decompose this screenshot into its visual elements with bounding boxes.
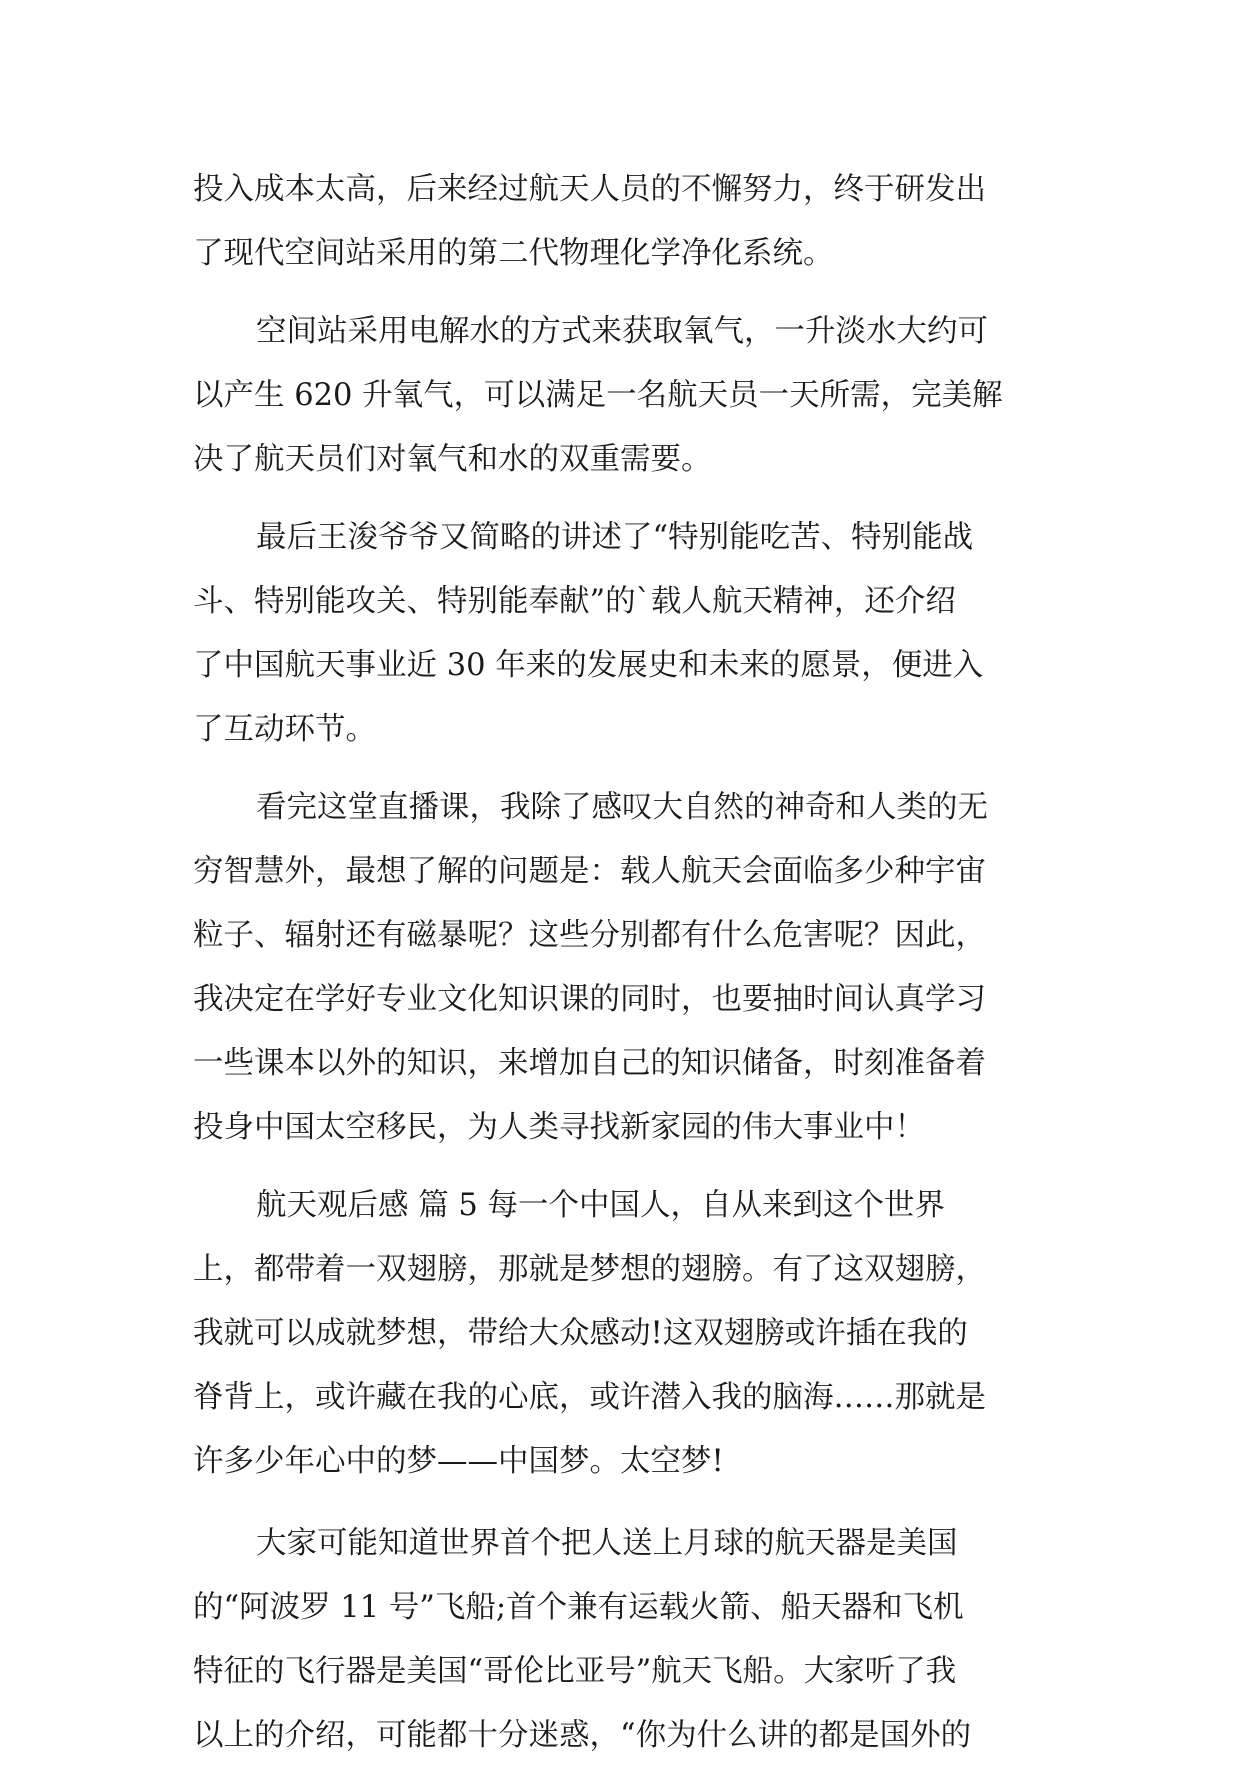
text-line: 许多少年心中的梦——中国梦。太空梦! [193, 1444, 724, 1479]
text-line: 投入成本太高，后来经过航天人员的不懈努力，终于研发出 [193, 172, 986, 207]
document-body [193, 158, 1053, 1768]
text-line: 一些课本以外的知识，来增加自己的知识储备，时刻准备着 [193, 1046, 986, 1081]
text-line: 上，都带着一双翅膀，那就是梦想的翅膀。有了这双翅膀， [193, 1252, 986, 1287]
text-line: 我决定在学好专业文化知识课的同时，也要抽时间认真学习 [193, 982, 986, 1017]
text-line: 我就可以成就梦想，带给大众感动!这双翅膀或许插在我的 [193, 1316, 968, 1351]
text-line: 的“阿波罗 11 号”飞船;首个兼有运载火箭、船天器和飞机 [193, 1590, 964, 1625]
paragraph-first-line: 大家可能知道世界首个把人送上月球的航天器是美国 [256, 1526, 958, 1561]
paragraph-first-line: 空间站采用电解水的方式来获取氧气，一升淡水大约可 [256, 314, 988, 349]
text-line: 穷智慧外，最想了解的问题是：载人航天会面临多少种宇宙 [193, 854, 986, 889]
text-line: 粒子、辐射还有磁暴呢？这些分别都有什么危害呢？因此， [193, 918, 986, 953]
paragraph-first-line: 看完这堂直播课，我除了感叹大自然的神奇和人类的无 [256, 790, 988, 825]
text-line: 以产生 620 升氧气，可以满足一名航天员一天所需，完美解 [193, 378, 1003, 413]
text-line: 投身中国太空移民，为人类寻找新家园的伟大事业中！ [193, 1110, 925, 1145]
text-line: 决了航天员们对氧气和水的双重需要。 [193, 442, 712, 477]
paragraph-first-line: 最后王浚爷爷又简略的讲述了“特别能吃苦、特别能战 [256, 520, 974, 555]
text-line: 特征的飞行器是美国“哥伦比亚号”航天飞船。大家听了我 [193, 1654, 957, 1689]
text-line: 了中国航天事业近 30 年来的发展史和未来的愿景，便进入 [193, 648, 984, 683]
text-line: 脊背上，或许藏在我的心底，或许潜入我的脑海……那就是 [193, 1380, 986, 1415]
section-heading-line: 航天观后感 篇 5 每一个中国人，自从来到这个世界 [256, 1188, 945, 1223]
text-line: 以上的介绍，可能都十分迷惑，“你为什么讲的都是国外的 [193, 1718, 972, 1753]
text-line: 了互动环节。 [193, 712, 376, 747]
text-line: 斗、特别能攻关、特别能奉献”的`载人航天精神，还介绍 [193, 584, 956, 619]
text-line: 了现代空间站采用的第二代物理化学净化系统。 [193, 236, 834, 271]
